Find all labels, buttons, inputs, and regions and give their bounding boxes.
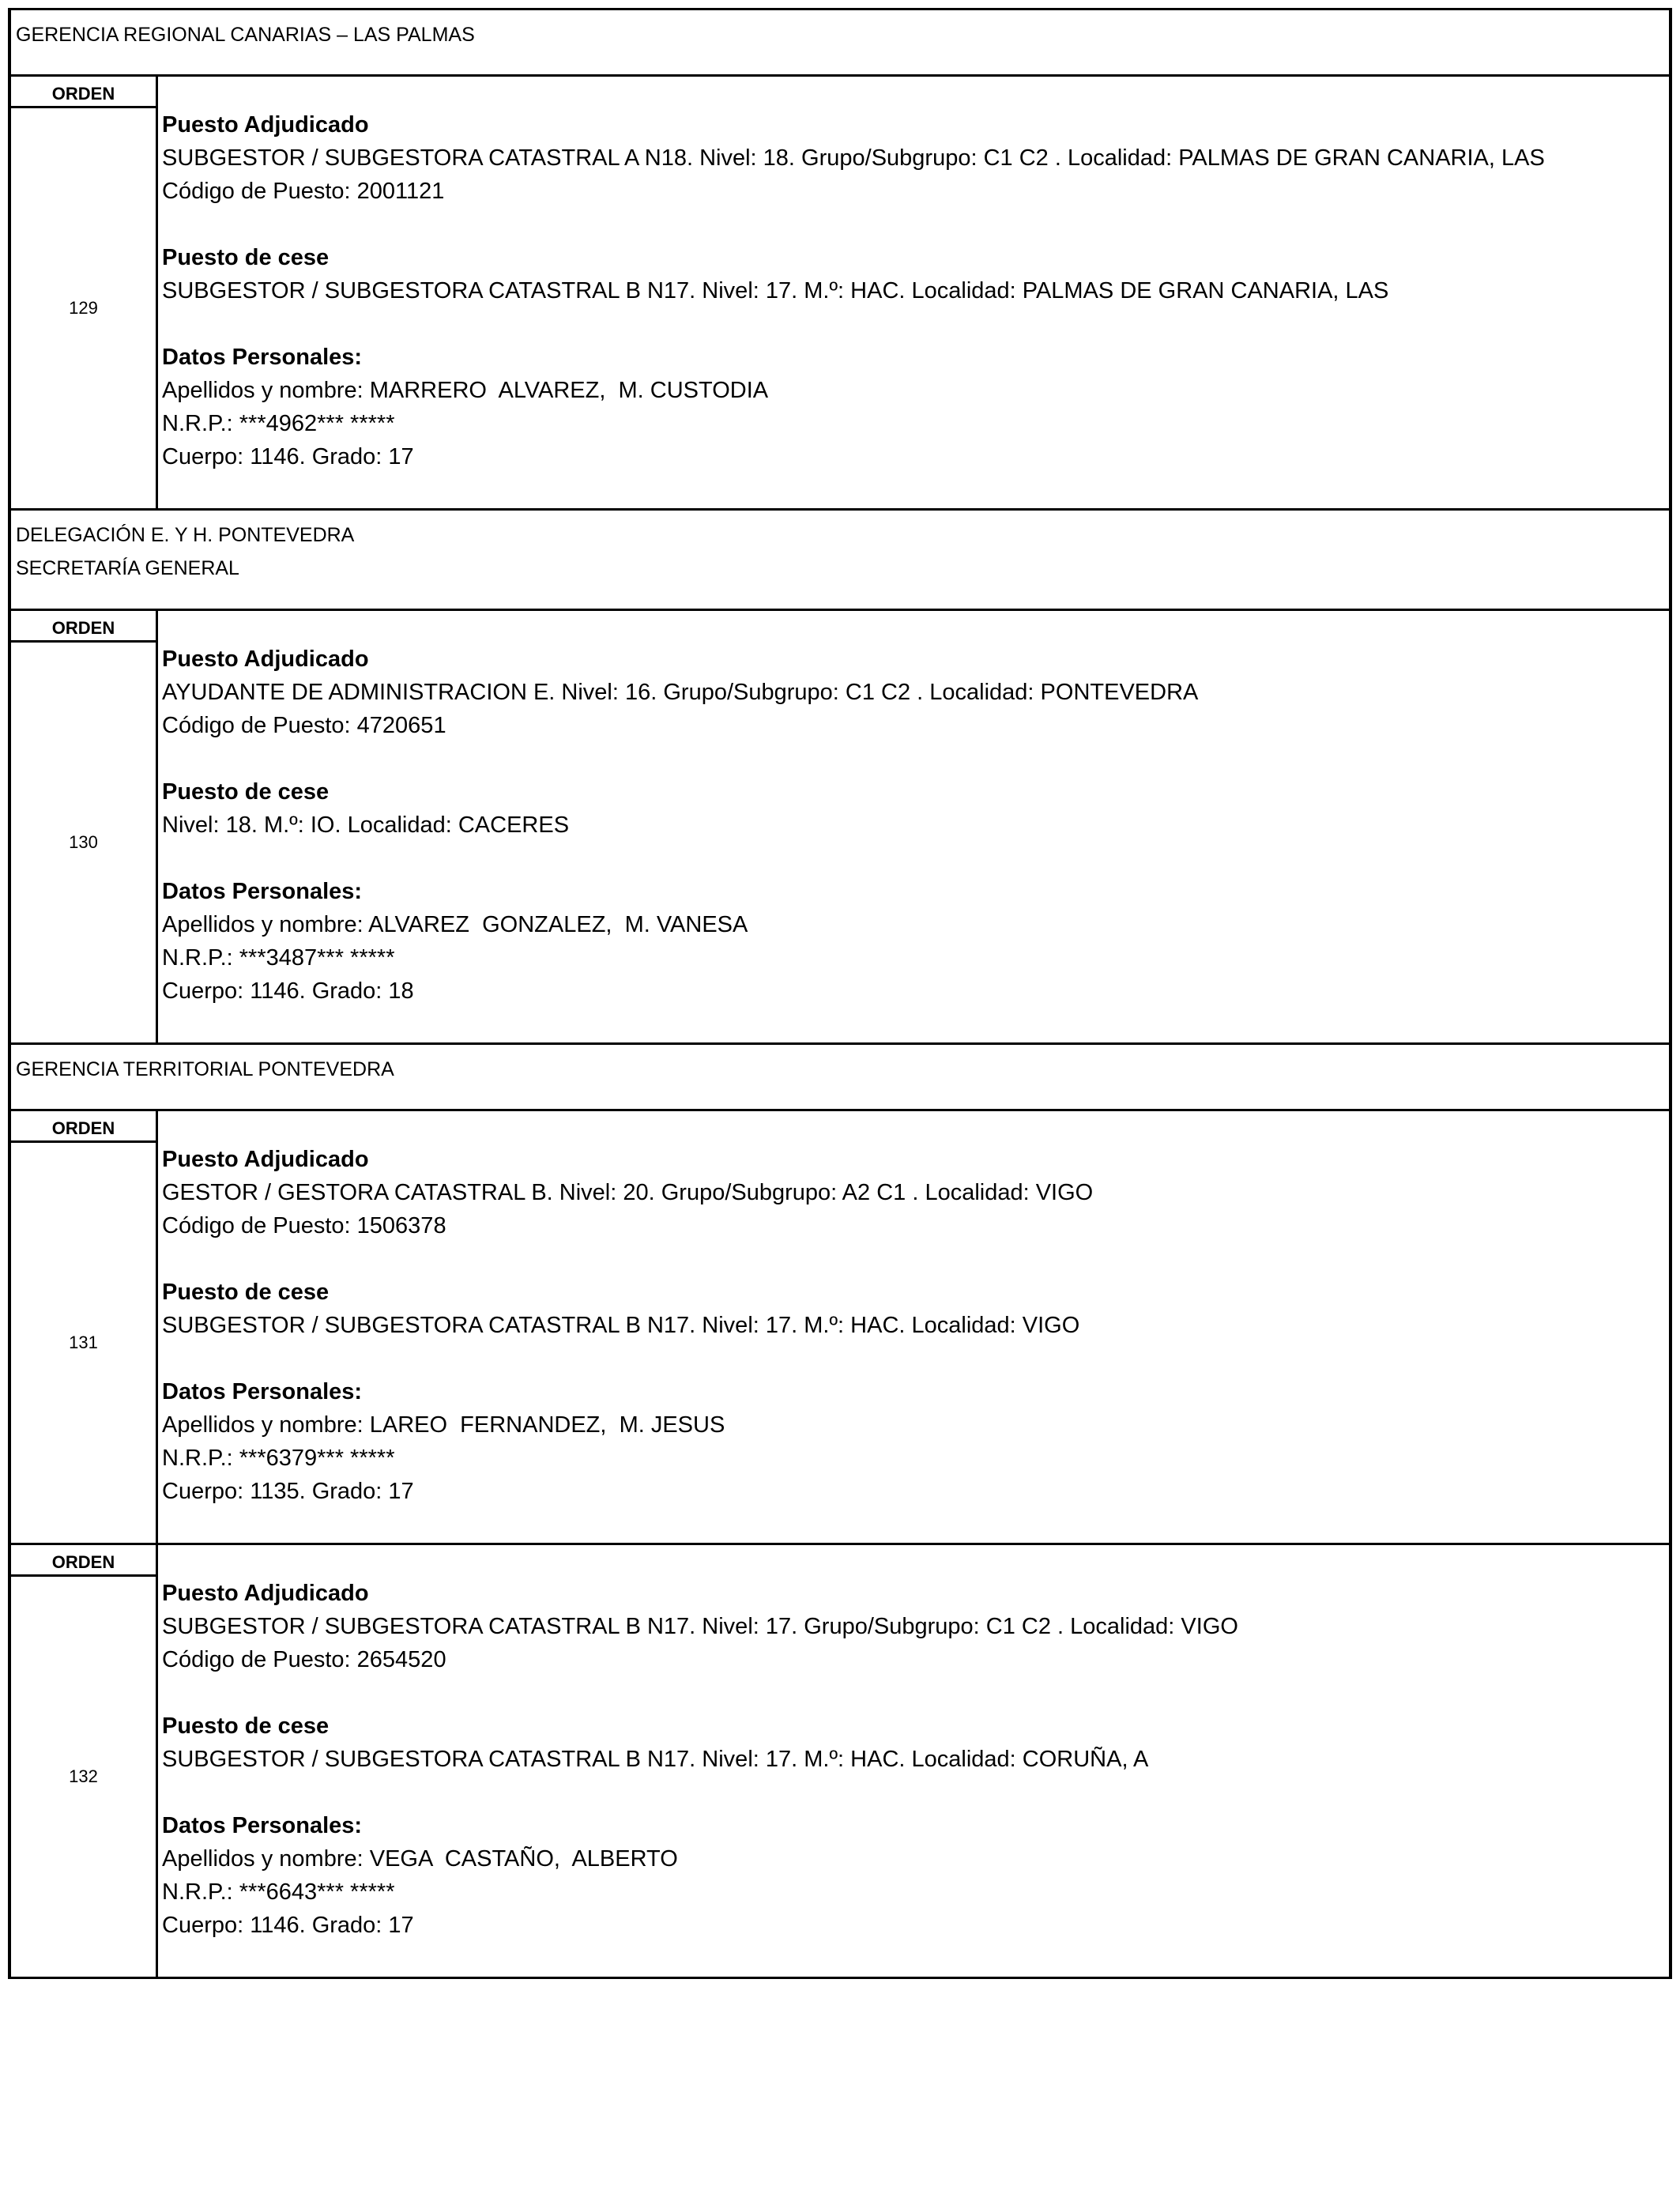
apellidos-nombre: Apellidos y nombre: VEGA CASTAÑO, ALBERTO — [162, 1846, 678, 1872]
nrp: N.R.P.: ***4962*** ***** — [162, 411, 395, 436]
record-content — [158, 77, 1669, 508]
puesto-cese-title: Puesto de cese — [162, 1713, 330, 1739]
orden-number: 130 — [69, 832, 98, 852]
orden-number: 131 — [69, 1333, 98, 1352]
orden-column — [11, 1545, 158, 1977]
orden-column — [11, 77, 158, 508]
puesto-cese-desc: SUBGESTOR / SUBGESTORA CATASTRAL B N17. Nivel: 17. M.º: HAC. Localidad: CORUÑA, A — [162, 1747, 1149, 1772]
cuerpo-grado: Cuerpo: 1146. Grado: 18 — [162, 978, 414, 1004]
orden-label: ORDEN — [11, 77, 156, 108]
datos-personales-title: Datos Personales: — [162, 1379, 363, 1404]
record-row — [11, 611, 1669, 1045]
apellidos-nombre: Apellidos y nombre: MARRERO ALVAREZ, M. CUSTODIA — [162, 378, 769, 403]
apellidos-nombre: Apellidos y nombre: LAREO FERNANDEZ, M. JESUS — [162, 1412, 725, 1438]
orden-number: 132 — [69, 1766, 98, 1786]
record-row — [11, 77, 1669, 511]
record-content — [158, 1545, 1669, 1977]
datos-personales-title: Datos Personales: — [162, 1813, 363, 1838]
section-header-line: SECRETARÍA GENERAL — [16, 557, 239, 579]
cuerpo-grado: Cuerpo: 1146. Grado: 17 — [162, 444, 414, 469]
codigo-puesto: Código de Puesto: 4720651 — [162, 713, 446, 738]
orden-label: ORDEN — [11, 611, 156, 643]
section-header-line: DELEGACIÓN E. Y H. PONTEVEDRA — [16, 524, 355, 546]
record-content — [158, 611, 1669, 1042]
datos-personales-title: Datos Personales: — [162, 879, 363, 904]
puesto-cese-desc: SUBGESTOR / SUBGESTORA CATASTRAL B N17. Nivel: 17. M.º: HAC. Localidad: PALMAS DE GRAN CANARIA, LAS — [162, 278, 1389, 303]
orden-label: ORDEN — [11, 1111, 156, 1143]
orden-label: ORDEN — [11, 1545, 156, 1577]
puesto-adjudicado-desc: AYUDANTE DE ADMINISTRACION E. Nivel: 16. Grupo/Subgrupo: C1 C2 . Localidad: PONTEVEDRA — [162, 680, 1199, 705]
puesto-adjudicado-title: Puesto Adjudicado — [162, 1147, 369, 1172]
section-header — [11, 1045, 1669, 1111]
orden-column — [11, 1111, 158, 1543]
puesto-cese-title: Puesto de cese — [162, 1280, 330, 1305]
orden-number: 129 — [69, 298, 98, 318]
puesto-adjudicado-desc: SUBGESTOR / SUBGESTORA CATASTRAL B N17. Nivel: 17. Grupo/Subgrupo: C1 C2 . Localidad: VIGO — [162, 1614, 1238, 1639]
record-row — [11, 1545, 1669, 1979]
codigo-puesto: Código de Puesto: 2001121 — [162, 179, 445, 204]
puesto-cese-title: Puesto de cese — [162, 245, 330, 270]
datos-personales-title: Datos Personales: — [162, 345, 363, 370]
puesto-adjudicado-desc: GESTOR / GESTORA CATASTRAL B. Nivel: 20. Grupo/Subgrupo: A2 C1 . Localidad: VIGO — [162, 1180, 1094, 1205]
section-header — [11, 511, 1669, 611]
puesto-cese-desc: SUBGESTOR / SUBGESTORA CATASTRAL B N17. Nivel: 17. M.º: HAC. Localidad: VIGO — [162, 1313, 1080, 1338]
section-header-line: GERENCIA TERRITORIAL PONTEVEDRA — [16, 1058, 394, 1080]
document-table — [8, 8, 1672, 1979]
puesto-adjudicado-desc: SUBGESTOR / SUBGESTORA CATASTRAL A N18. Nivel: 18. Grupo/Subgrupo: C1 C2 . Localidad: PALMAS DE GRAN CANARIA, LAS — [162, 145, 1545, 171]
puesto-adjudicado-title: Puesto Adjudicado — [162, 1581, 369, 1606]
cuerpo-grado: Cuerpo: 1146. Grado: 17 — [162, 1913, 414, 1938]
record-content — [158, 1111, 1669, 1543]
cuerpo-grado: Cuerpo: 1135. Grado: 17 — [162, 1479, 414, 1504]
nrp: N.R.P.: ***6643*** ***** — [162, 1879, 395, 1905]
apellidos-nombre: Apellidos y nombre: ALVAREZ GONZALEZ, M. VANESA — [162, 912, 748, 937]
nrp: N.R.P.: ***3487*** ***** — [162, 945, 395, 971]
puesto-adjudicado-title: Puesto Adjudicado — [162, 112, 369, 138]
section-header-line: GERENCIA REGIONAL CANARIAS – LAS PALMAS — [16, 24, 475, 46]
section-header — [11, 10, 1669, 77]
codigo-puesto: Código de Puesto: 1506378 — [162, 1213, 446, 1238]
record-row — [11, 1111, 1669, 1545]
puesto-adjudicado-title: Puesto Adjudicado — [162, 647, 369, 672]
puesto-cese-title: Puesto de cese — [162, 779, 330, 805]
orden-column — [11, 611, 158, 1042]
nrp: N.R.P.: ***6379*** ***** — [162, 1446, 395, 1471]
puesto-cese-desc: Nivel: 18. M.º: IO. Localidad: CACERES — [162, 812, 570, 838]
codigo-puesto: Código de Puesto: 2654520 — [162, 1647, 446, 1672]
